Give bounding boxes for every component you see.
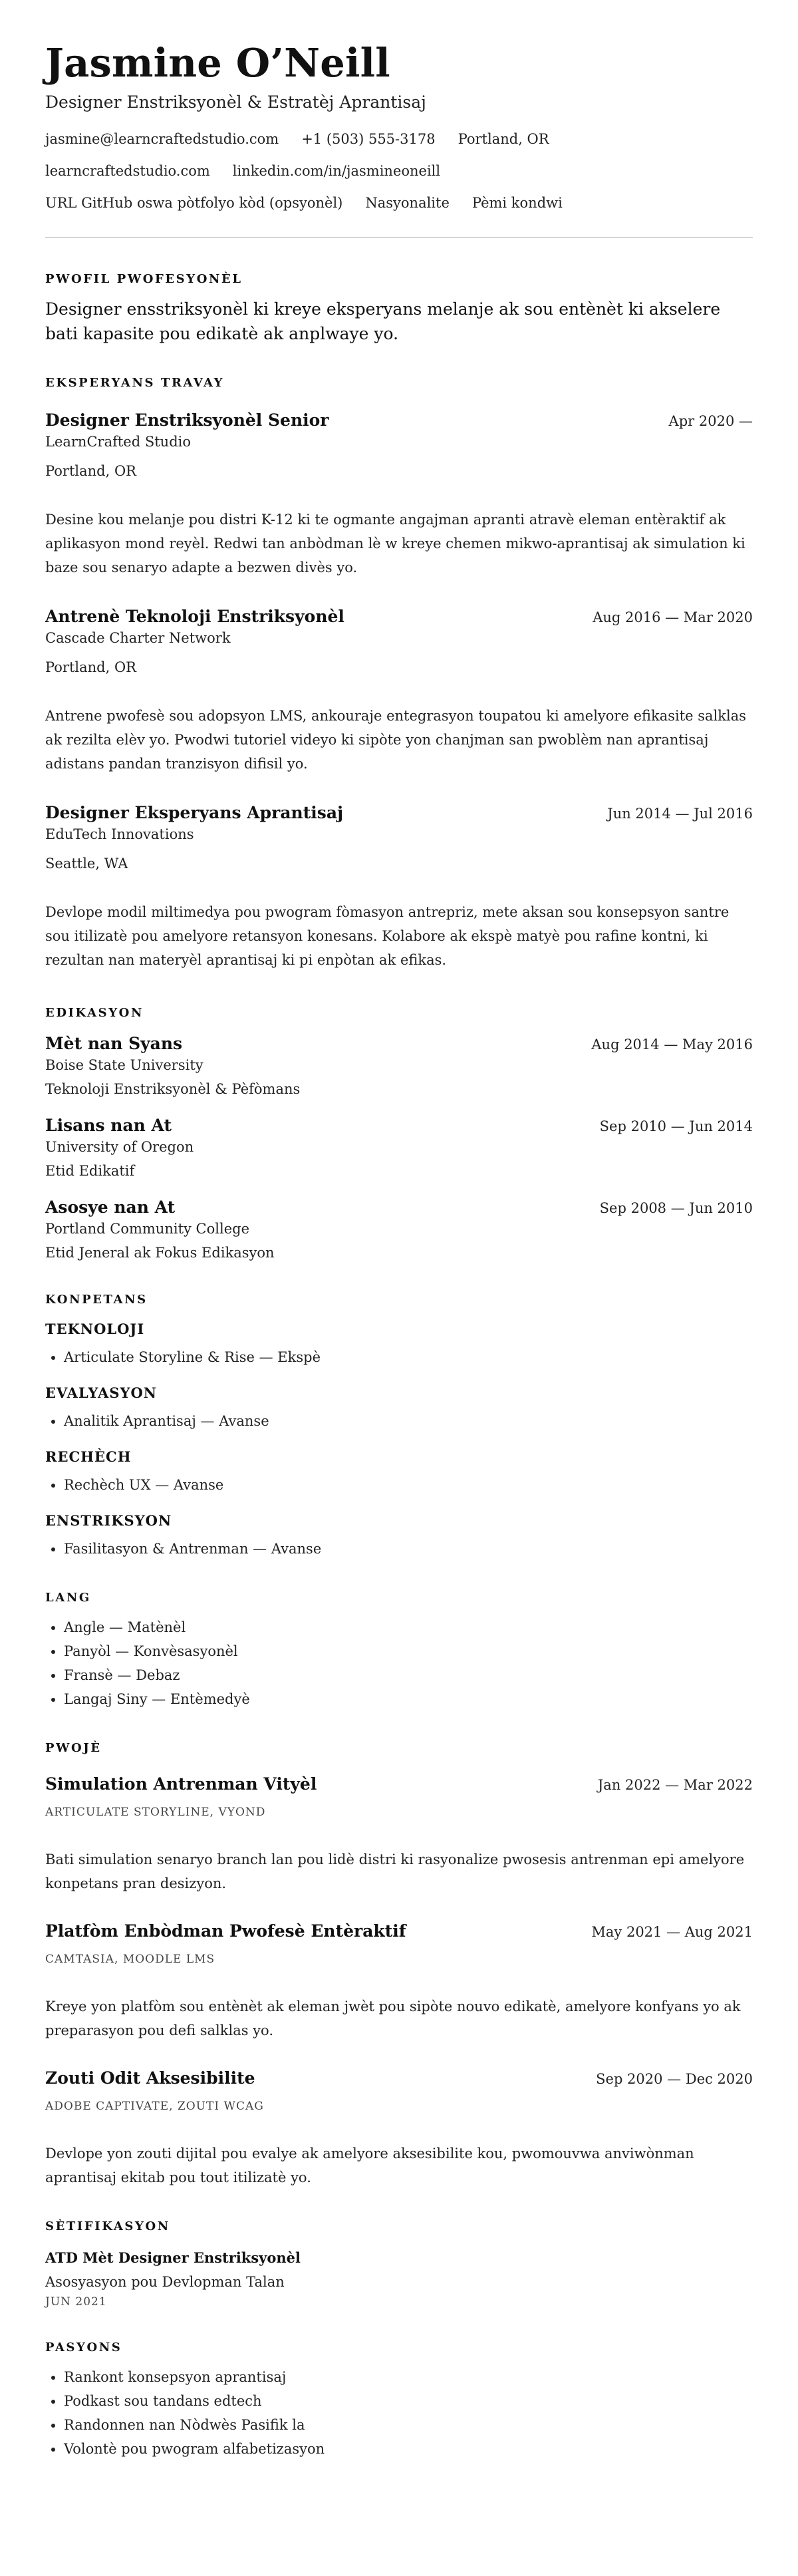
project-description: Kreye yon platfòm sou entènèt ak eleman jwèt pou sipòte nouvo edikatè, amelyore konfyans yo ak preparasyon pou defi salklas yo. bbox=[45, 1999, 741, 2038]
candidate-name: Jasmine O’Neill bbox=[45, 40, 390, 86]
interest-item: • Rankont konsepsyon aprantisaj bbox=[64, 2365, 753, 2389]
education-school: Boise State University bbox=[45, 1057, 203, 1073]
section-title-education: EDIKASYON bbox=[45, 1006, 144, 1020]
experience-item bbox=[45, 606, 753, 776]
contact-row-links bbox=[45, 161, 753, 181]
experience-section bbox=[45, 375, 753, 972]
job-location: Seattle, WA bbox=[45, 856, 128, 872]
candidate-headline: Designer Enstriksyonèl & Estratèj Aprantisaj bbox=[45, 92, 426, 112]
job-role: Designer Eksperyans Aprantisaj bbox=[45, 803, 344, 822]
skill-list bbox=[45, 1409, 753, 1433]
language-list bbox=[45, 1615, 753, 1711]
education-item bbox=[45, 1197, 753, 1263]
education-degree: Asosye nan At bbox=[45, 1198, 176, 1217]
skill-category-title: RECHÈCH bbox=[45, 1448, 132, 1465]
project-dates: Jan 2022 — Mar 2022 bbox=[597, 1777, 753, 1793]
certifications-section bbox=[45, 2219, 753, 2311]
language-item: • Angle — Matènèl bbox=[64, 1615, 753, 1639]
section-title-skills: KONPETANS bbox=[45, 1293, 148, 1307]
skill-category-title: TEKNOLOJI bbox=[45, 1321, 145, 1337]
education-section bbox=[45, 1005, 753, 1263]
language-item: • Panyòl — Konvèsasyonèl bbox=[64, 1639, 753, 1663]
skill-item: • Rechèch UX — Avanse bbox=[64, 1473, 753, 1497]
skill-list bbox=[45, 1345, 753, 1369]
project-tech: ADOBE CAPTIVATE, ZOUTI WCAG bbox=[45, 2100, 264, 2113]
languages-section bbox=[45, 1590, 753, 1711]
project-item bbox=[45, 2068, 753, 2189]
job-location: Portland, OR bbox=[45, 463, 136, 479]
section-title-experience: EKSPERYANS TRAVAY bbox=[45, 376, 225, 390]
education-dates: Aug 2014 — May 2016 bbox=[591, 1037, 753, 1052]
interest-item: • Volontè pou pwogram alfabetizasyon bbox=[64, 2437, 753, 2461]
job-company: Cascade Charter Network bbox=[45, 630, 231, 646]
project-item bbox=[45, 1774, 753, 1895]
education-dates: Sep 2010 — Jun 2014 bbox=[599, 1118, 753, 1134]
section-title-interests: PASYONS bbox=[45, 2340, 122, 2354]
section-title-summary: PWOFIL PWOFESYONÈL bbox=[45, 272, 243, 286]
job-description: Antrene pwofesè sou adopsyon LMS, ankouraje entegrasyon toupatou ki amelyore efikasite salklas ak rezilta elèv yo. Pwodwi tutoriel videyo ki sipòte yon chanjman san pwoblèm nan aprantisaj adistans pandan tranzisyon difisil yo. bbox=[45, 708, 747, 772]
project-description: Devlope yon zouti dijital pou evalye ak amelyore aksesibilite kou, pwomouvwa anviwònman aprantisaj ekitab pou tout itilizatè yo. bbox=[45, 2146, 694, 2185]
project-name: Platfòm Enbòdman Pwofesè Entèraktif bbox=[45, 1921, 406, 1941]
experience-item bbox=[45, 802, 753, 972]
skill-list bbox=[45, 1473, 753, 1497]
project-description: Bati simulation senaryo branch lan pou lidè distri ki rasyonalize pwosesis antrenman epi amelyore konpetans pran desizyon. bbox=[45, 1852, 745, 1891]
job-location: Portland, OR bbox=[45, 659, 136, 675]
project-name: Simulation Antrenman Vityèl bbox=[45, 1774, 317, 1794]
job-role: Designer Enstriksyonèl Senior bbox=[45, 410, 329, 430]
project-dates: Sep 2020 — Dec 2020 bbox=[596, 2071, 753, 2087]
education-school: University of Oregon bbox=[45, 1139, 194, 1155]
projects-section bbox=[45, 1740, 753, 2189]
education-degree: Mèt nan Syans bbox=[45, 1034, 183, 1053]
certification-name: ATD Mèt Designer Enstriksyonèl bbox=[45, 2249, 301, 2266]
job-company: LearnCrafted Studio bbox=[45, 434, 191, 450]
skill-list bbox=[45, 1537, 753, 1561]
skill-item: • Articulate Storyline & Rise — Ekspè bbox=[64, 1345, 753, 1369]
education-field: Etid Jeneral ak Fokus Edikasyon bbox=[45, 1245, 275, 1261]
education-dates: Sep 2008 — Jun 2010 bbox=[599, 1200, 753, 1216]
education-item bbox=[45, 1033, 753, 1099]
experience-item bbox=[45, 410, 753, 579]
interests-section bbox=[45, 2340, 753, 2461]
summary-section bbox=[45, 271, 753, 346]
job-role: Antrenè Teknoloji Enstriksyonèl bbox=[45, 607, 344, 626]
contact-linkedin[interactable]: linkedin.com/in/jasmineoneill bbox=[232, 163, 441, 179]
project-item bbox=[45, 1921, 753, 2042]
job-dates: Apr 2020 — bbox=[668, 413, 753, 429]
summary-text: Designer ensstriksyonèl ki kreye eksperyans melanje ak sou entènèt ki akselere bati kapasite pou edikatè ak anplwaye yo. bbox=[45, 299, 721, 343]
education-field: Teknoloji Enstriksyonèl & Pèfòmans bbox=[45, 1081, 301, 1097]
interest-item: • Podkast sou tandans edtech bbox=[64, 2389, 753, 2413]
job-dates: Jun 2014 — Jul 2016 bbox=[607, 806, 753, 822]
job-dates: Aug 2016 — Mar 2020 bbox=[593, 609, 753, 625]
skill-item: • Fasilitasyon & Antrenman — Avanse bbox=[64, 1537, 753, 1561]
contact-location: Portland, OR bbox=[458, 131, 549, 147]
header-divider bbox=[45, 237, 753, 238]
skill-category-title: ENSTRIKSYON bbox=[45, 1512, 172, 1529]
section-title-certifications: SÈTIFIKASYON bbox=[45, 2219, 170, 2233]
education-item bbox=[45, 1115, 753, 1181]
interest-item: • Randonnen nan Nòdwès Pasifik la bbox=[64, 2413, 753, 2437]
job-description: Desine kou melanje pou distri K-12 ki te ogmante angajman apranti atravè eleman entèraktif ak aplikasyon mond reyèl. Redwi tan anbòdman lè w kreye chemen mikwo-aprantisaj ak simulation ki baze sou senaryo adapte a bezwen divès yo. bbox=[45, 512, 745, 575]
education-school: Portland Community College bbox=[45, 1221, 250, 1237]
education-field: Etid Edikatif bbox=[45, 1163, 135, 1179]
job-description: Devlope modil miltimedya pou pwogram fòmasyon antrepriz, mete aksan sou konsepsyon santre sou itilizatè pou amelyore retansyon konesans. Kolabore ak ekspè matyè pou rafine kontni, ki rezultan nan materyèl aprantisaj ki pi enpòtan ak efikas. bbox=[45, 904, 730, 968]
project-name: Zouti Odit Aksesibilite bbox=[45, 2068, 255, 2088]
certification-issuer: Asosyasyon pou Devlopman Talan bbox=[45, 2274, 285, 2290]
interest-list bbox=[45, 2365, 753, 2461]
contact-nationality: Nasyonalite bbox=[365, 195, 450, 211]
contact-phone[interactable]: +1 (503) 555-3178 bbox=[301, 131, 436, 147]
project-tech: CAMTASIA, MOODLE LMS bbox=[45, 1953, 215, 1966]
contact-github: URL GitHub oswa pòtfolyo kòd (opsyonèl) bbox=[45, 195, 343, 211]
skills-section bbox=[45, 1292, 753, 1561]
resume-header bbox=[45, 39, 753, 213]
project-tech: ARTICULATE STORYLINE, VYOND bbox=[45, 1806, 266, 1819]
project-dates: May 2021 — Aug 2021 bbox=[591, 1924, 753, 1940]
section-title-languages: LANG bbox=[45, 1591, 91, 1605]
certification-date: JUN 2021 bbox=[45, 2295, 107, 2309]
contact-driving-license: Pèmi kondwi bbox=[471, 195, 563, 211]
job-company: EduTech Innovations bbox=[45, 826, 194, 842]
contact-row-primary bbox=[45, 129, 753, 149]
language-item: • Fransè — Debaz bbox=[64, 1663, 753, 1687]
contact-website[interactable]: learncraftedstudio.com bbox=[45, 163, 210, 179]
education-degree: Lisans nan At bbox=[45, 1116, 172, 1135]
skill-category-title: EVALYASYON bbox=[45, 1384, 157, 1401]
skill-item: • Analitik Aprantisaj — Avanse bbox=[64, 1409, 753, 1433]
language-item: • Langaj Siny — Entèmedyè bbox=[64, 1687, 753, 1711]
section-title-projects: PWOJÈ bbox=[45, 1741, 102, 1755]
contact-row-optional bbox=[45, 193, 753, 213]
contact-email[interactable]: jasmine@learncraftedstudio.com bbox=[45, 131, 279, 147]
